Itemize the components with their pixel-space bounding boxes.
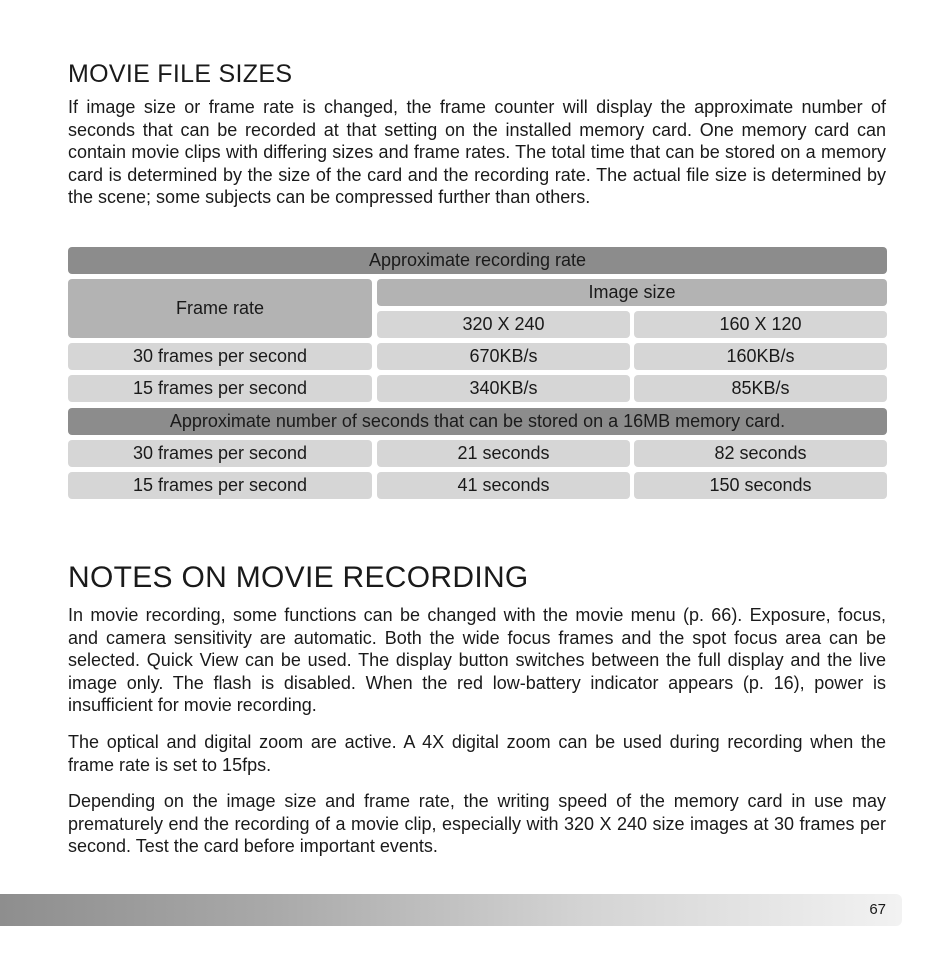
movie-file-sizes-paragraph: If image size or frame rate is changed, the frame counter will display the approximate number of seconds that can be recorded at that setting on the installed memory card. One memory card can contain movie clips with differing sizes and frame rates. The total time that can be stored on a memory card is determined by the size of the card and the recording rate. The actual file size is determined by the scene; some subjects can be compressed further than others. bbox=[68, 97, 886, 208]
table-cell: 340KB/s bbox=[377, 375, 630, 402]
footer-bar bbox=[0, 894, 902, 926]
section-title-notes-on-movie-recording: NOTES ON MOVIE RECORDING bbox=[68, 561, 529, 594]
notes-paragraph-3: Depending on the image size and frame rate, the writing speed of the memory card in use may prematurely end the recording of a movie clip, especially with 320 X 240 size images at 30 frames per second. Test the card before important events. bbox=[68, 791, 886, 857]
notes-paragraph-2: The optical and digital zoom are active. A 4X digital zoom can be used during recording when the frame rate is set to 15fps. bbox=[68, 732, 886, 775]
table-cell: 21 seconds bbox=[377, 440, 630, 467]
table-row-label: 30 frames per second bbox=[68, 343, 372, 370]
table-cell: 160KB/s bbox=[634, 343, 887, 370]
table-row-label: 15 frames per second bbox=[68, 375, 372, 402]
table-cell: 150 seconds bbox=[634, 472, 887, 499]
table-cell: 82 seconds bbox=[634, 440, 887, 467]
notes-paragraph-1: In movie recording, some functions can be changed with the movie menu (p. 66). Exposure, focus, and camera sensitivity are automatic. Both the wide focus frames and the spot focus area can be selected. Quick View can be used. The display button switches between the full display and the live image only. The flash is disabled. When the red low-battery indicator appears (p. 16), power is insufficient for movie recording. bbox=[68, 605, 886, 716]
table-header-recording-rate: Approximate recording rate bbox=[68, 247, 887, 274]
table-header-image-size: Image size bbox=[377, 279, 887, 306]
table-cell: 670KB/s bbox=[377, 343, 630, 370]
table-col-size-2: 160 X 120 bbox=[634, 311, 887, 338]
table-header-seconds: Approximate number of seconds that can be stored on a 16MB memory card. bbox=[68, 408, 887, 435]
table-cell: 41 seconds bbox=[377, 472, 630, 499]
table-row-label: 30 frames per second bbox=[68, 440, 372, 467]
table-col-size-1: 320 X 240 bbox=[377, 311, 630, 338]
section-title-movie-file-sizes: MOVIE FILE SIZES bbox=[68, 60, 293, 88]
table-row-label: 15 frames per second bbox=[68, 472, 372, 499]
table-header-frame-rate: Frame rate bbox=[68, 279, 372, 338]
page-number: 67 bbox=[869, 901, 886, 918]
table-cell: 85KB/s bbox=[634, 375, 887, 402]
